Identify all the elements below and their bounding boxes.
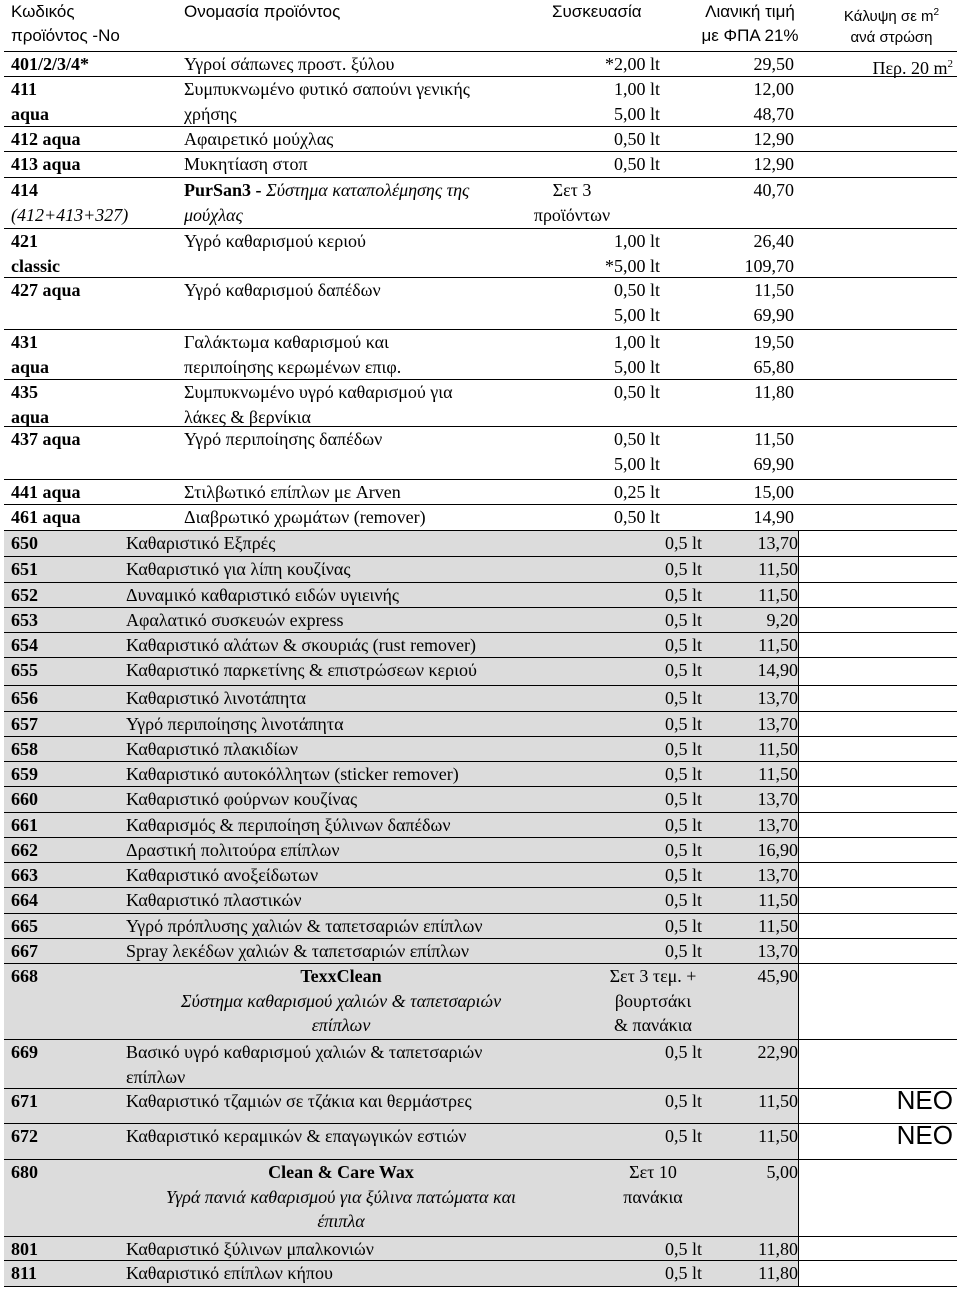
package-size: 0,5 lt [664, 739, 702, 759]
product-name: Γαλάκτωμα καθαρισμού και περιποίησης κερωμένων επιφ. [184, 332, 402, 377]
table-row [4, 1237, 957, 1261]
package-size: *2,00 lt [604, 54, 660, 74]
product-name: Καθαριστικό πλακιδίων [126, 739, 299, 759]
retail-price: 12,90 [753, 154, 794, 174]
column-divider [798, 557, 799, 582]
product-code: 664 [11, 890, 38, 910]
header-pack: Συσκευασία [552, 2, 642, 21]
column-divider [798, 863, 799, 887]
table-row [4, 914, 957, 939]
package-size: 0,5 lt [664, 890, 702, 910]
product-code: 665 [11, 916, 38, 936]
product-code: 435 aqua [11, 382, 50, 427]
package-size: 0,50 lt [613, 507, 660, 527]
table-row [4, 863, 957, 888]
retail-price: 11,50 69,90 [753, 429, 794, 474]
package-size: 0,5 lt [664, 559, 702, 579]
retail-price: 9,20 [766, 610, 798, 630]
product-code: 668 [11, 966, 38, 986]
table-row [4, 380, 957, 427]
retail-price: 11,80 [758, 1263, 798, 1283]
product-code: 667 [11, 941, 38, 961]
table-row [4, 229, 957, 278]
table-row [4, 813, 957, 838]
table-row [4, 787, 957, 813]
column-divider [798, 1261, 799, 1286]
product-name: Καθαριστικό κεραμικών & επαγωγικών εστιών [126, 1126, 467, 1146]
product-code: 401/2/3/4* [11, 54, 90, 74]
product-name: Δυναμικό καθαριστικό ειδών υγιεινής [126, 585, 400, 605]
product-name: Καθαριστικό αλάτων & σκουριάς (rust remover) [126, 635, 477, 655]
table-row [4, 1261, 957, 1287]
retail-price: 13,70 [757, 688, 798, 708]
product-name: Υγροί σάπωνες προστ. ξύλου [184, 54, 395, 74]
product-code: 680 [11, 1162, 38, 1182]
retail-price: 13,70 [757, 941, 798, 961]
product-name: Καθαριστικό επίπλων κήπου [126, 1263, 333, 1283]
retail-price: 11,50 69,90 [753, 280, 794, 325]
column-divider [798, 1237, 799, 1260]
package-size: 0,50 lt 5,00 lt [613, 429, 660, 474]
package-size: 0,5 lt [664, 840, 702, 860]
product-name: Καθαριστικό ανοξείδωτων [126, 865, 319, 885]
package-size: 0,5 lt [664, 764, 702, 784]
retail-price: 12,00 48,70 [753, 79, 794, 124]
package-size: 0,5 lt [664, 1126, 702, 1146]
column-divider [798, 1040, 799, 1088]
product-code: 661 [11, 815, 38, 835]
package-size: 1,00 lt 5,00 lt [613, 332, 660, 377]
package-size: 1,00 lt *5,00 lt [604, 231, 660, 276]
product-code: 658 [11, 739, 38, 759]
product-name: Υγρό καθαρισμού δαπέδων [184, 280, 381, 300]
table-row [4, 1160, 957, 1237]
table-row [4, 737, 957, 762]
product-code: 653 [11, 610, 38, 630]
package-size: 1,00 lt 5,00 lt [613, 79, 660, 124]
retail-price: 11,50 [758, 1126, 798, 1146]
package-size: 0,5 lt [664, 660, 702, 680]
product-name: PurSan3 - Σύστημα καταπολέμησης της μούχλας [184, 180, 470, 225]
table-row [4, 52, 957, 77]
retail-price: 11,50 [758, 635, 798, 655]
table-row [4, 77, 957, 127]
table-row [4, 712, 957, 737]
product-name: Καθαριστικό παρκετίνης & επιστρώσεων κεριού [126, 660, 477, 680]
retail-price: 45,90 [757, 966, 798, 986]
product-code: 654 [11, 635, 38, 655]
retail-price: 11,50 [758, 1091, 798, 1111]
column-divider [798, 1089, 799, 1123]
column-divider [798, 1124, 799, 1159]
product-code: 656 [11, 688, 38, 708]
package-size: Σετ 10 πανάκια [623, 1162, 683, 1207]
column-divider [798, 787, 799, 812]
product-code: 441 aqua [11, 482, 81, 502]
product-code: 411 aqua [11, 79, 50, 124]
package-size: 0,5 lt [664, 865, 702, 885]
package-size: Σετ 3 τεμ. + βουρτσάκι & πανάκια [609, 966, 697, 1035]
table-row [4, 939, 957, 964]
product-name: Συμπυκνωμένο υγρό καθαρισμού για λάκες & βερνίκια [184, 382, 453, 427]
product-name: Υγρό πρόπλυσης χαλιών & ταπετσαριών επίπλων [126, 916, 483, 936]
product-name: Υγρό περιποίησης δαπέδων [184, 429, 383, 449]
package-size: 0,5 lt [664, 533, 702, 553]
package-size: 0,5 lt [664, 1239, 702, 1259]
header-code: Κωδικός προϊόντος -Νο [11, 2, 120, 45]
retail-price: 5,00 [766, 1162, 798, 1182]
product-name: Συμπυκνωμένο φυτικό σαπούνι γενικής χρήσης [184, 79, 470, 124]
column-divider [798, 633, 799, 657]
column-divider [798, 1160, 799, 1236]
product-name: Υγρό περιποίησης λινοτάπητα [126, 714, 344, 734]
product-name: Αφαιρετικό μούχλας [184, 129, 334, 149]
product-code: 655 [11, 660, 38, 680]
table-header [4, 0, 957, 52]
table-row [4, 1040, 957, 1089]
product-name: Spray λεκέδων χαλιών & ταπετσαριών επίπλων [126, 941, 470, 961]
product-name: Καθαρισμός & περιποίηση ξύλινων δαπέδων [126, 815, 451, 835]
table-row [4, 633, 957, 658]
product-name: TexxClean Σύστημα καθαρισμού χαλιών & ταπετσαριών επίπλων [180, 966, 502, 1035]
column-divider [798, 813, 799, 837]
package-size: 0,5 lt [664, 1042, 702, 1062]
header-name: Ονομασία προϊόντος [184, 2, 341, 21]
table-row [4, 330, 957, 380]
column-divider [798, 686, 799, 711]
retail-price: 29,50 [753, 54, 794, 74]
retail-price: 11,50 [758, 764, 798, 784]
retail-price: 19,50 65,80 [753, 332, 794, 377]
retail-price: 11,50 [758, 890, 798, 910]
retail-price: 40,70 [753, 180, 794, 200]
retail-price: 11,50 [758, 916, 798, 936]
product-name: Βασικό υγρό καθαρισμού χαλιών & ταπετσαριών επίπλων [126, 1042, 483, 1087]
product-name: Καθαριστικό για λίπη κουζίνας [126, 559, 351, 579]
column-divider [798, 608, 799, 632]
table-row [4, 686, 957, 712]
product-code: 431 aqua [11, 332, 50, 377]
package-size: 0,5 lt [664, 789, 702, 809]
product-name: Καθαριστικό τζαμιών σε τζάκια και θερμάστρες [126, 1091, 472, 1111]
product-name: Καθαριστικό πλαστικών [126, 890, 302, 910]
retail-price: 12,90 [753, 129, 794, 149]
table-row [4, 557, 957, 583]
table-row [4, 505, 957, 531]
table-row [4, 762, 957, 787]
column-divider [798, 838, 799, 862]
retail-price: 13,70 [757, 815, 798, 835]
package-size: 0,5 lt [664, 714, 702, 734]
table-row [4, 583, 957, 608]
package-size: 0,5 lt [664, 815, 702, 835]
product-code: 427 aqua [11, 280, 81, 300]
product-name: Καθαριστικό αυτοκόλλητων (sticker remover) [126, 764, 459, 784]
table-row [4, 278, 957, 330]
product-name: Στιλβωτικό επίπλων με Arven [184, 482, 401, 502]
product-name: Καθαριστικό λινοτάπητα [126, 688, 306, 708]
retail-price: 22,90 [757, 1042, 798, 1062]
product-name: Διαβρωτικό χρωμάτων (remover) [184, 507, 426, 527]
table-row [4, 127, 957, 152]
product-name: Καθαριστικό φούρνων κουζίνας [126, 789, 358, 809]
package-size: 0,5 lt [664, 916, 702, 936]
column-divider [798, 914, 799, 938]
package-size: 0,50 lt [613, 129, 660, 149]
column-divider [798, 712, 799, 736]
product-name: Υγρό καθαρισμού κεριού [184, 231, 366, 251]
column-divider [798, 964, 799, 1039]
product-code: 659 [11, 764, 38, 784]
product-name: Καθαριστικό ξύλινων μπαλκονιών [126, 1239, 374, 1259]
product-code: 671 [11, 1091, 38, 1111]
retail-price: 15,00 [753, 482, 794, 502]
retail-price: 11,50 [758, 585, 798, 605]
retail-price: 11,50 [758, 739, 798, 759]
product-code: 811 [11, 1263, 38, 1283]
product-name: Clean & Care Wax Υγρά πανιά καθαρισμού για ξύλινα πατώματα και έπιπλα [165, 1162, 517, 1231]
table-row [4, 658, 957, 686]
retail-price: 14,90 [753, 507, 794, 527]
product-code: 421 classic [11, 231, 60, 276]
product-code: 672 [11, 1126, 38, 1146]
retail-price: 11,50 [758, 559, 798, 579]
product-code: 461 aqua [11, 507, 81, 527]
product-name: Καθαριστικό Εξπρές [126, 533, 276, 553]
product-title: TexxClean [300, 966, 382, 986]
new-badge: ΝΕΟ [896, 1085, 953, 1115]
product-title: Clean & Care Wax [268, 1162, 414, 1182]
package-size: 0,5 lt [664, 585, 702, 605]
product-code: 669 [11, 1042, 38, 1062]
table-row [4, 531, 957, 557]
column-divider [798, 737, 799, 761]
column-divider [798, 658, 799, 685]
package-size: 0,5 lt [664, 635, 702, 655]
package-size: 0,5 lt [664, 1263, 702, 1283]
new-badge: ΝΕΟ [896, 1120, 953, 1150]
product-code: 652 [11, 585, 38, 605]
package-size: 0,5 lt [664, 688, 702, 708]
package-size: 0,25 lt [613, 482, 660, 502]
product-code: 650 [11, 533, 38, 553]
product-code: 412 aqua [11, 129, 81, 149]
header-coverage: Κάλυψη σε $m^2$ ανά στρώση [843, 7, 940, 46]
product-code: 413 aqua [11, 154, 81, 174]
retail-price: 16,90 [757, 840, 798, 860]
product-code: 662 [11, 840, 38, 860]
retail-price: 11,80 [754, 382, 794, 402]
product-code: 663 [11, 865, 38, 885]
package-size: 0,50 lt [613, 154, 660, 174]
product-code: 651 [11, 559, 38, 579]
table-row [4, 178, 957, 229]
table-row [4, 964, 957, 1040]
table-row [4, 838, 957, 863]
retail-price: 14,90 [757, 660, 798, 680]
product-name: Μυκητίαση στοπ [184, 154, 308, 174]
package-size: 0,5 lt [664, 610, 702, 630]
table-row [4, 152, 957, 178]
table-row [4, 1120, 957, 1160]
package-size: 0,50 lt [613, 382, 660, 402]
coverage: Περ. 20 $m^2$ [872, 58, 953, 78]
header-price: Λιανική τιμή με ΦΠΑ 21% [701, 2, 799, 45]
table-row [4, 480, 957, 505]
retail-price: 13,70 [757, 789, 798, 809]
table-row [4, 427, 957, 480]
table-row [4, 608, 957, 633]
column-divider [798, 888, 799, 913]
retail-price: 26,40 109,70 [744, 231, 794, 276]
column-divider [798, 583, 799, 607]
retail-price: 13,70 [757, 865, 798, 885]
product-name: Αφαλατικό συσκευών express [126, 610, 344, 630]
package-size: Σετ 3 προϊόντων [533, 180, 611, 225]
product-code: 801 [11, 1239, 38, 1259]
package-size: 0,50 lt 5,00 lt [613, 280, 660, 325]
column-divider [798, 531, 799, 556]
package-size: 0,5 lt [664, 941, 702, 961]
retail-price: 11,80 [758, 1239, 798, 1259]
package-size: 0,5 lt [664, 1091, 702, 1111]
product-code: 414 (412+413+327) [11, 180, 129, 225]
product-code: 657 [11, 714, 38, 734]
retail-price: 13,70 [757, 714, 798, 734]
product-code: 437 aqua [11, 429, 81, 449]
product-name: Δραστική πολιτούρα επίπλων [126, 840, 340, 860]
column-divider [798, 939, 799, 963]
table-row [4, 888, 957, 914]
column-divider [798, 762, 799, 786]
retail-price: 13,70 [757, 533, 798, 553]
product-code: 660 [11, 789, 38, 809]
